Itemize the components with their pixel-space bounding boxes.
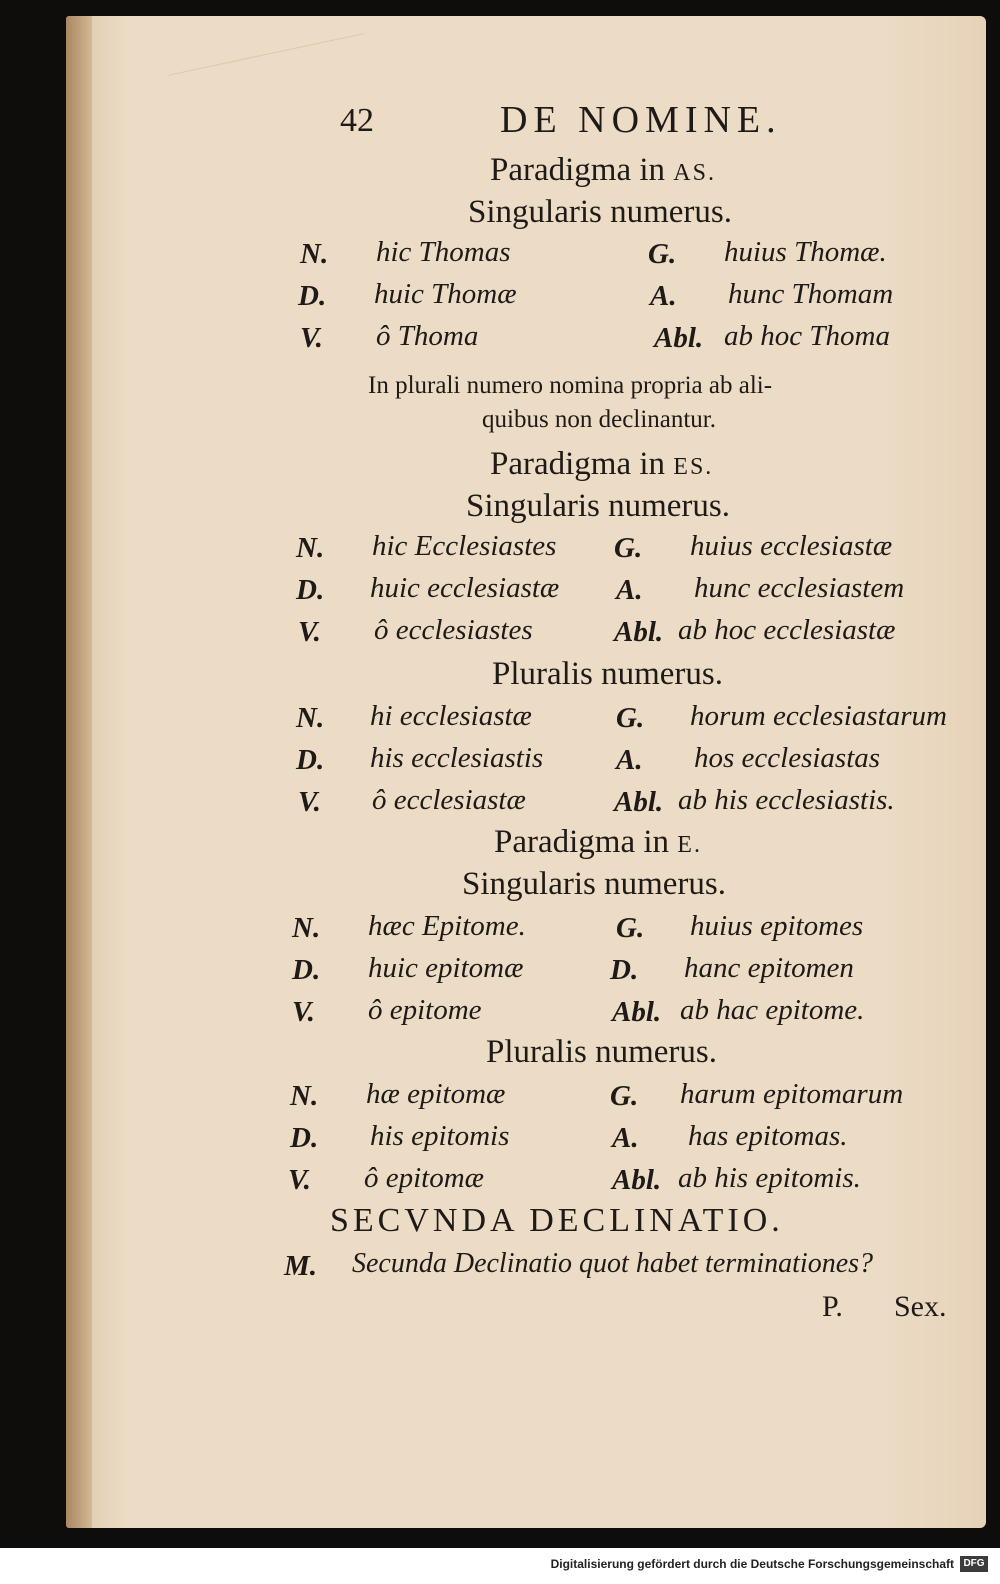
case-label: V. xyxy=(298,786,321,818)
case-label: N. xyxy=(292,912,321,944)
case-label: D. xyxy=(296,574,325,606)
case-label: G. xyxy=(610,1080,639,1112)
singularis-as-title: Singularis numerus. xyxy=(468,194,732,230)
answer-text: Sex. xyxy=(894,1290,947,1323)
book-spine xyxy=(66,16,92,1528)
case-label: D. xyxy=(292,954,321,986)
declension-form: hæc Epitome. xyxy=(368,910,526,942)
declension-form: ô ecclesiastes xyxy=(374,614,533,646)
singularis-e-title: Singularis numerus. xyxy=(462,866,726,902)
declension-form: ab hoc ecclesiastæ xyxy=(678,614,896,646)
paper-crease xyxy=(156,16,364,76)
case-label: N. xyxy=(300,238,329,270)
case-label: Abl. xyxy=(614,616,664,648)
note-line: quibus non declinantur. xyxy=(482,406,716,433)
case-label: G. xyxy=(648,238,677,270)
declension-form: huius Thomæ. xyxy=(724,236,887,268)
declension-form: harum epitomarum xyxy=(680,1078,904,1110)
paradigma-as-title: Paradigma in AS. xyxy=(490,152,716,188)
question-text: Secunda Declinatio quot habet terminationes? xyxy=(352,1248,874,1279)
declension-form: ô Thoma xyxy=(376,320,479,352)
declension-form: ô epitome xyxy=(368,994,482,1026)
case-label: A. xyxy=(616,574,643,606)
paradigma-e-title: Paradigma in E. xyxy=(494,824,702,860)
declension-form: ab his ecclesiastis. xyxy=(678,784,895,816)
dfg-logo: DFG xyxy=(960,1556,988,1572)
declension-form: ab hac epitome. xyxy=(680,994,865,1026)
declension-form: horum ecclesiastarum xyxy=(690,700,947,732)
declension-form: huic ecclesiastæ xyxy=(370,572,560,604)
case-label: V. xyxy=(298,616,321,648)
case-label: A. xyxy=(616,744,643,776)
declension-form: hos ecclesiastas xyxy=(694,742,881,774)
declension-form: huic Thomæ xyxy=(374,278,517,310)
case-label: N. xyxy=(290,1080,319,1112)
case-label: G. xyxy=(616,702,645,734)
declension-form: has epitomas. xyxy=(688,1120,848,1152)
declension-form: ô epitomæ xyxy=(364,1162,485,1194)
case-label: A. xyxy=(650,280,677,312)
case-label: V. xyxy=(288,1164,311,1196)
declension-form: hunc ecclesiastem xyxy=(694,572,905,604)
declension-form: huius ecclesiastæ xyxy=(690,530,893,562)
case-label: Abl. xyxy=(614,786,664,818)
declension-form: hic Ecclesiastes xyxy=(372,530,557,562)
paradigma-es-title: Paradigma in ES. xyxy=(490,446,714,482)
footer-bar xyxy=(0,1548,1000,1584)
case-label: G. xyxy=(616,912,645,944)
singularis-es-title: Singularis numerus. xyxy=(466,488,730,524)
page-header: DE NOMINE. xyxy=(500,99,782,141)
case-label: Abl. xyxy=(612,996,662,1028)
declension-form: hæ epitomæ xyxy=(366,1078,506,1110)
declension-form: ab his epitomis. xyxy=(678,1162,861,1194)
case-label: D. xyxy=(290,1122,319,1154)
note-line: In plurali numero nomina propria ab ali- xyxy=(368,372,773,399)
pluralis-es-title: Pluralis numerus. xyxy=(492,656,723,692)
case-label: Abl. xyxy=(654,322,704,354)
case-label: D. xyxy=(296,744,325,776)
case-label: N. xyxy=(296,532,325,564)
declension-form: huius epitomes xyxy=(690,910,864,942)
declension-form: huic epitomæ xyxy=(368,952,524,984)
book-page xyxy=(66,16,986,1528)
declension-form: his ecclesiastis xyxy=(370,742,544,774)
declension-form: hanc epitomen xyxy=(684,952,854,984)
declension-form: hi ecclesiastæ xyxy=(370,700,532,732)
case-label: Abl. xyxy=(612,1164,662,1196)
case-label: N. xyxy=(296,702,325,734)
question-label: M. xyxy=(284,1250,318,1282)
case-label: V. xyxy=(292,996,315,1028)
declension-form: hic Thomas xyxy=(376,236,511,268)
declension-form: ab hoc Thoma xyxy=(724,320,890,352)
answer-label: P. xyxy=(822,1290,843,1323)
declension-form: ô ecclesiastæ xyxy=(372,784,526,816)
case-label: V. xyxy=(300,322,323,354)
pluralis-e-title: Pluralis numerus. xyxy=(486,1034,717,1070)
case-label: G. xyxy=(614,532,643,564)
declension-form: hunc Thomam xyxy=(728,278,894,310)
case-label: A. xyxy=(612,1122,639,1154)
footer-text: Digitalisierung gefördert durch die Deutsche Forschungsgemeinschaft xyxy=(550,1557,954,1571)
declension-form: his epitomis xyxy=(370,1120,510,1152)
case-label: D. xyxy=(610,954,639,986)
case-label: D. xyxy=(298,280,327,312)
page-number: 42 xyxy=(340,102,374,139)
secunda-heading: SECVNDA DECLINATIO. xyxy=(330,1202,784,1239)
